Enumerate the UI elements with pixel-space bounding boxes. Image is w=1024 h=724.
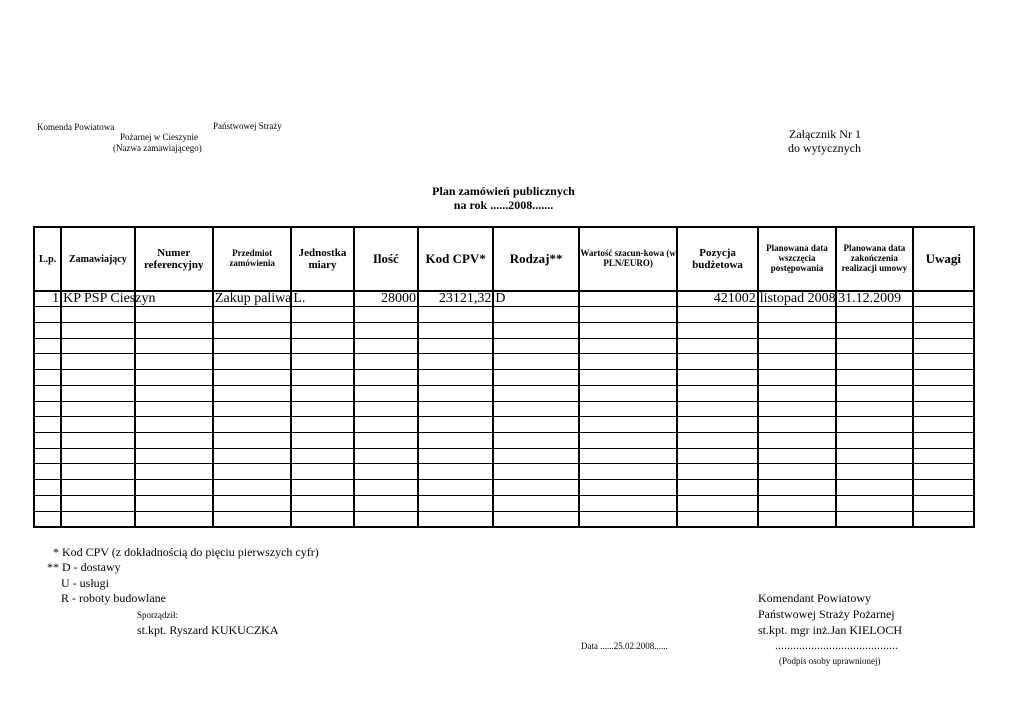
footnote-cpv: * Kod CPV (z dokładnością do pięciu pierwszych cyfr) <box>53 545 319 559</box>
col-header-data-zakonczenia: Planowana data zakończenia realizacji umowy <box>836 227 912 291</box>
table-row-empty <box>34 354 974 370</box>
cell-jednostka: L. <box>291 291 353 307</box>
cell-data-zakonczenia: 31.12.2009 <box>836 291 912 307</box>
col-header-numer: Numer referencyjny <box>135 227 213 291</box>
col-header-rodzaj: Rodzaj** <box>493 227 578 291</box>
cell-lp: 1 <box>34 291 61 307</box>
table-row-empty <box>34 385 974 401</box>
org-name-part1: Komenda Powiatowa <box>37 122 115 132</box>
col-header-uwagi: Uwagi <box>913 227 974 291</box>
footnote-type-u: U - usługi <box>61 576 109 590</box>
table-row <box>34 291 974 307</box>
prepared-by-label: Sporządził: <box>137 610 178 620</box>
table-row-empty <box>34 432 974 448</box>
footnote-type-r: R - roboty budowlane <box>61 591 166 605</box>
page-subtitle: na rok ......2008....... <box>453 198 554 212</box>
table-row-empty <box>34 322 974 338</box>
col-header-data-wszczecia: Planowana data wszczęcia postępowania <box>758 227 836 291</box>
org-caption: (Nazwa zamawiającego) <box>113 143 202 153</box>
table-row-empty <box>34 338 974 354</box>
signature-caption: (Podpis osoby uprawnionej) <box>779 656 881 666</box>
signatory-title: Komendant Powiatowy <box>758 591 871 605</box>
col-header-lp: L.p. <box>34 227 61 291</box>
col-header-cpv: Kod CPV* <box>418 227 493 291</box>
signature-line: ......................................... <box>775 638 898 652</box>
table-row-empty <box>34 307 974 323</box>
cell-rodzaj: D <box>493 291 578 307</box>
attachment-label: Załącznik Nr 1 <box>789 127 861 141</box>
attachment-sublabel: do wytycznych <box>788 141 861 155</box>
table-row-empty <box>34 448 974 464</box>
col-header-pozycja: Pozycja budżetowa <box>677 227 757 291</box>
procurement-plan-table <box>33 226 975 528</box>
col-header-zamawiajacy: Zamawiający <box>61 227 134 291</box>
cell-data-wszczecia: listopad 2008 <box>759 291 836 307</box>
org-name-part2: Państwowej Straży <box>213 121 282 131</box>
cell-uwagi <box>913 291 974 307</box>
table-row-empty <box>34 480 974 496</box>
document-date: Data ......25.02.2008...... <box>581 641 668 651</box>
table-row-empty <box>34 511 974 527</box>
table-row-empty <box>34 495 974 511</box>
table-row-empty <box>34 401 974 417</box>
table-row-empty <box>34 370 974 386</box>
table-header-row <box>34 227 974 291</box>
col-header-przedmiot: Przedmiot zamówienia <box>213 227 291 291</box>
cell-przedmiot: Zakup paliwa <box>214 291 292 307</box>
prepared-by-name: st.kpt. Ryszard KUKUCZKA <box>137 623 279 637</box>
cell-pozycja: 421002 <box>677 291 757 307</box>
cell-cpv: 23121,32 <box>418 291 493 307</box>
footnote-type-d: ** D - dostawy <box>47 560 121 574</box>
col-header-jednostka: Jednostka miary <box>291 227 353 291</box>
cell-ilosc: 28000 <box>354 291 418 307</box>
cell-zamawiajacy: KP PSP Cieszyn <box>63 291 156 307</box>
page-title: Plan zamówień publicznych <box>432 184 575 198</box>
org-name-line2: Pożarnej w Cieszynie <box>120 132 198 142</box>
signatory-organization: Państwowej Straży Pożarnej <box>758 607 895 621</box>
table-row-empty <box>34 417 974 433</box>
cell-wartosc <box>579 291 678 307</box>
signatory-name: st.kpt. mgr inż.Jan KIELOCH <box>758 623 902 637</box>
col-header-ilosc: Ilość <box>354 227 418 291</box>
table-row-empty <box>34 464 974 480</box>
col-header-wartosc: Wartość szacun-kowa (w PLN/EURO) <box>579 227 678 291</box>
